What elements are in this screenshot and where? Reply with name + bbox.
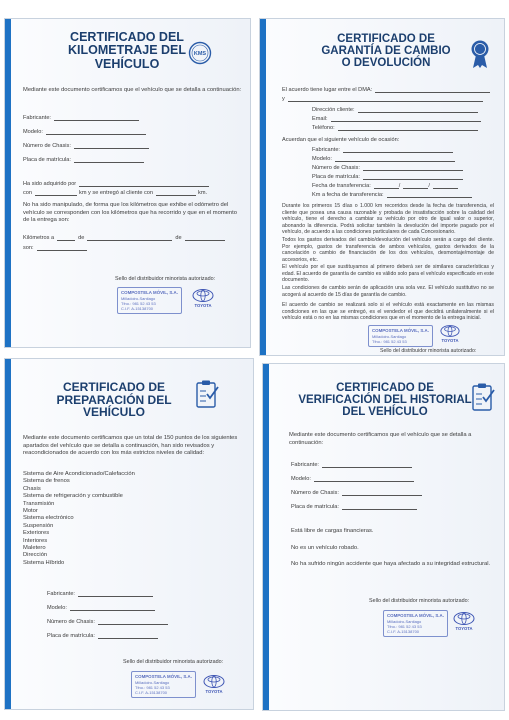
- v-plate-label: Placa de matrícula:: [312, 174, 360, 180]
- award-ribbon-icon: [470, 39, 490, 69]
- v-transfer-km-label: Km a fecha de transferencia:: [312, 192, 384, 198]
- km-value-line: [37, 245, 87, 251]
- client-email-line: [331, 116, 481, 122]
- toyota-logo: TOYOTA: [453, 612, 475, 631]
- guarantee-paragraph-4: Las condiciones de cambio serán de aplicación una sola vez. El vehículo sustitutivo no se acogerá al acuerdo de 15 días de garantía de cambio.: [282, 285, 494, 298]
- certificate-title: CERTIFICADO DEL KILOMETRAJE DEL VEHÍCULO: [67, 30, 187, 71]
- client-phone-line: [338, 125, 478, 131]
- field-label-manufacturer: Fabricante:: [23, 115, 51, 121]
- model-line: [46, 129, 146, 135]
- system-item: Sistema de Aire Acondicionado/Calefacción: [23, 471, 135, 477]
- seal-label: Sello del distribuidor minorista autorizado:: [369, 598, 470, 604]
- system-item: Dirección: [23, 552, 48, 559]
- guarantee-paragraph-1: Durante los primeros 15 días o 1.000 km recorridos desde la fecha de transferencia, el cliente que posea una causa razonable y probada de insatisfacción sobre la calidad del vehículo, tiene el derecho a cambiar su vehículo por otro de igual valor o superior, abonando la diferencia. Podrá solicitar también la devolución del importe pagado por el vehículo, de acuerdo a las condiciones particulares de cada Concesionario.: [282, 203, 494, 235]
- field-label-model: Modelo:: [23, 129, 43, 135]
- plate-line: [98, 633, 158, 639]
- model-line: [70, 605, 155, 611]
- v-plate-line: [363, 174, 463, 180]
- system-item: Exteriores: [23, 530, 50, 537]
- vehicle-intro: Acuerdan que el siguiente vehículo de ocasión:: [282, 137, 400, 143]
- plate-line: [342, 504, 417, 510]
- dma-line: [375, 87, 490, 93]
- km-unit: km.: [198, 190, 208, 196]
- km-year-line: [185, 235, 225, 241]
- certificate-title: CERTIFICADO DE GARANTÍA DE CAMBIO O DEVOLUCIÓN: [321, 33, 451, 70]
- v-date-d: [374, 183, 399, 189]
- acquired-km: km y se entregó al cliente con: [79, 190, 154, 196]
- toyota-emblem-icon: [453, 612, 475, 625]
- intro-text: Mediante este documento certificamos que el vehículo que se detalla a continuación:: [289, 432, 472, 446]
- km-month-line: [87, 235, 172, 241]
- guarantee-paragraph-2: Todos los gastos derivados del cambio/devolución del vehículo serán a cargo del cliente. Por ejemplo, gastos de transferencia de ambos vehículos, gastos derivados de la cancelación o cambio de financiación de los dos vehículos, desmontaje/montaje de accesorios, etc.: [282, 237, 494, 263]
- badge-label: KMS: [193, 51, 207, 57]
- field-label-chassis: Número de Chasis:: [47, 619, 95, 625]
- intro-text: Mediante este documento certificamos que un total de 150 puntos de los siguientes apartados del vehículo que se detalla a continuación, han sido revisados y reacondicionados de acuerdo con los más estrictos niveles de calidad:: [23, 435, 238, 457]
- seal-label: Sello del distribuidor minorista autorizado:: [123, 659, 224, 665]
- statement-no-accident: No ha sufrido ningún accidente que haya afectado a su integridad estructural.: [291, 561, 491, 567]
- field-label-plate: Placa de matrícula:: [291, 504, 339, 510]
- system-item: Sistema Híbrido: [23, 559, 65, 566]
- field-label-manufacturer: Fabricante:: [291, 462, 319, 468]
- manufacturer-line: [78, 591, 153, 597]
- acquired-line: [79, 181, 209, 187]
- system-item: Transmisión: [23, 500, 55, 507]
- km-date-c: de: [175, 235, 182, 241]
- certificate-title: CERTIFICADO DE VERIFICACIÓN DEL HISTORIAL DEL VEHÍCULO: [298, 382, 472, 419]
- v-model-label: Modelo:: [312, 156, 332, 162]
- acquired-with: con: [23, 190, 33, 196]
- km-date-b: de: [78, 235, 85, 241]
- field-label-chassis: Número de Chasis:: [291, 490, 339, 496]
- systems-list: [23, 471, 243, 567]
- toyota-emblem-icon: [440, 325, 460, 337]
- v-transfer-km-line: [387, 192, 472, 198]
- field-label-manufacturer: Fabricante:: [47, 591, 75, 597]
- manufacturer-line: [322, 462, 412, 468]
- v-date-m: [403, 183, 428, 189]
- certificate-history-verification: [262, 363, 505, 711]
- system-item: Suspensión: [23, 522, 54, 529]
- system-item: Interiores: [23, 537, 48, 544]
- chassis-line: [342, 490, 422, 496]
- client-name-line: [288, 96, 483, 102]
- certificate-title: CERTIFICADO DE PREPARACIÓN DEL VEHÍCULO: [56, 380, 172, 420]
- statement-no-liens: Está libre de cargas financieras.: [291, 528, 374, 534]
- model-line: [314, 476, 414, 482]
- km-initial-line: [35, 190, 77, 196]
- chassis-line: [98, 619, 168, 625]
- system-item: Motor: [23, 508, 38, 515]
- client-email-label: Email:: [312, 116, 328, 122]
- and-text: y: [282, 96, 285, 102]
- seal-label: Sello del distribuidor minorista autorizado:: [380, 348, 477, 354]
- odometer-badge-icon: [188, 41, 212, 65]
- certificate-preparation: [4, 358, 254, 710]
- v-manufacturer-label: Fabricante:: [312, 147, 340, 153]
- dealer-stamp: COMPOSTELA MÓVIL, S.A. Milladoiro-Santiago Tfno.: 981 52 43 53: [368, 325, 433, 347]
- system-item: Sistema de frenos: [23, 478, 70, 485]
- system-item: Sistema de refrigeración y combustible: [23, 493, 123, 500]
- field-label-plate: Placa de matrícula:: [23, 157, 71, 163]
- manufacturer-line: [54, 115, 139, 121]
- guarantee-paragraph-3: El vehículo por el que sustituyamos al primero deberá ser de similares características y edad. El acuerdo de garantía de cambio es válido solo para el vehículo especificado en este documento.: [282, 264, 494, 283]
- acquired-text: Ha sido adquirido por: [23, 181, 77, 187]
- km-day-line: [57, 235, 75, 241]
- agreement-text: El acuerdo tiene lugar entre el DMA:: [282, 87, 373, 93]
- system-item: Sistema electrónico: [23, 515, 74, 522]
- v-transfer-date-label: Fecha de transferencia:: [312, 183, 371, 189]
- seal-label: Sello del distribuidor minorista autorizado:: [115, 276, 216, 282]
- field-label-model: Modelo:: [291, 476, 311, 482]
- field-label-plate: Placa de matrícula:: [47, 633, 95, 639]
- km-are: son:: [23, 245, 34, 251]
- toyota-emblem-icon: [203, 675, 225, 688]
- system-item: Chasis: [23, 485, 41, 492]
- plate-line: [74, 157, 144, 163]
- dealer-stamp: COMPOSTELA MÓVIL, S.A. Milladoiro-Santiago Tfno.: 981 52 43 53 C.I.F. A-15138700: [131, 671, 196, 698]
- clipboard-check-icon: [195, 379, 219, 409]
- certificate-mileage: [4, 18, 251, 348]
- guarantee-paragraph-5: El acuerdo de cambio se realizará solo si el vehículo está exactamente en las mismas condiciones en las que se entregó, es el vendedor el que decidirá unilateralmente si el vehículo está o no en las mismas condiciones que en el momento de la entrega inicial.: [282, 302, 494, 321]
- dealer-stamp: COMPOSTELA MÓVIL, S.A. Milladoiro-Santiago Tfno.: 981 52 43 53 C.I.F. A-15138700: [383, 610, 448, 637]
- dealer-stamp: COMPOSTELA MÓVIL, S.A. Milladoiro-Santiago Tfno.: 981 52 43 53 C.I.F. A-15138700: [117, 287, 182, 314]
- field-label-chassis: Número de Chasis:: [23, 143, 71, 149]
- km-delivered-line: [156, 190, 196, 196]
- v-chassis-line: [363, 165, 463, 171]
- intro-text: Mediante este documento certificamos que el vehículo que se detalla a continuación:: [23, 87, 242, 93]
- field-label-model: Modelo:: [47, 605, 67, 611]
- clipboard-check-icon: [471, 382, 495, 412]
- client-phone-label: Teléfono:: [312, 125, 335, 131]
- km-date-a: Kilómetros a: [23, 235, 55, 241]
- toyota-logo: TOYOTA: [440, 325, 460, 343]
- v-chassis-label: Número de Chasis:: [312, 165, 360, 171]
- certificate-exchange-guarantee: CERTIFICADO DE GARANTÍA DE CAMBIO O DEVOLUCIÓN El acuerdo tiene lugar entre el DMA: y Dirección cliente: Email: Teléfono: Acuerdan que el siguiente vehículo de ocasión: Fabricante: Modelo: Número de Chasis: Placa de matrícula: Fecha de transferencia: / / Km a fecha de transferencia: Durante los primeros 15 días o 1.000 km recorridos desde la fecha de transferencia, el cliente que posea una causa razonable y probada de insatisfacción sobre la calidad del vehículo, tiene el derecho a cambiar su vehículo por otro de igual valor o superior, abonando la diferencia. Podrá solicitar también la devolución del importe pagado por el vehículo, de acuerdo a las condiciones particulares de cada Concesionario. Todos los gastos derivados del cambio/devolución del vehículo serán a cargo del cliente. Por ejemplo, gastos de transferencia de ambos vehículos, gastos derivados de la cancelación o cambio de financiación de los dos vehículos, desmontaje/montaje de accesorios, etc. El vehículo por el que sustituyamos al primero deberá ser de similares características y edad. El acuerdo de garantía de cambio es válido solo para el vehículo especificado en este documento. Las condiciones de cambio serán de aplicación una sola vez. El vehículo sustitutivo no se acogerá al acuerdo de 15 días de garantía de cambio. El acuerdo de cambio se realizará solo si el vehículo está exactamente en las mismas condiciones en las que se entregó, es el vendedor el que decidirá unilateralmente si el vehículo está o no en las mismas condiciones que en el momento de la entrega inicial. COMPOSTELA MÓVIL, S.A. Milladoiro-Santiago Tfno.: 981 52 43 53 TOYOTA Sello del distribuidor minorista autorizado:: [259, 18, 505, 356]
- v-date-y: [433, 183, 458, 189]
- client-address-line: [358, 107, 478, 113]
- toyota-logo: TOYOTA: [192, 289, 214, 308]
- v-model-line: [335, 156, 455, 162]
- system-item: Maletero: [23, 545, 46, 552]
- chassis-line: [74, 143, 149, 149]
- statement-not-stolen: No es un vehículo robado.: [291, 545, 359, 551]
- manipulated-text: No ha sido manipulado, de forma que los kilómetros que exhibe el odómetro del vehículo se corresponden con los kilómetros que ha recorrido y que en el momento de la entrega son:: [23, 202, 237, 224]
- v-manufacturer-line: [343, 147, 453, 153]
- client-address-label: Dirección cliente:: [312, 107, 355, 113]
- toyota-emblem-icon: [192, 289, 214, 302]
- toyota-logo: TOYOTA: [203, 675, 225, 694]
